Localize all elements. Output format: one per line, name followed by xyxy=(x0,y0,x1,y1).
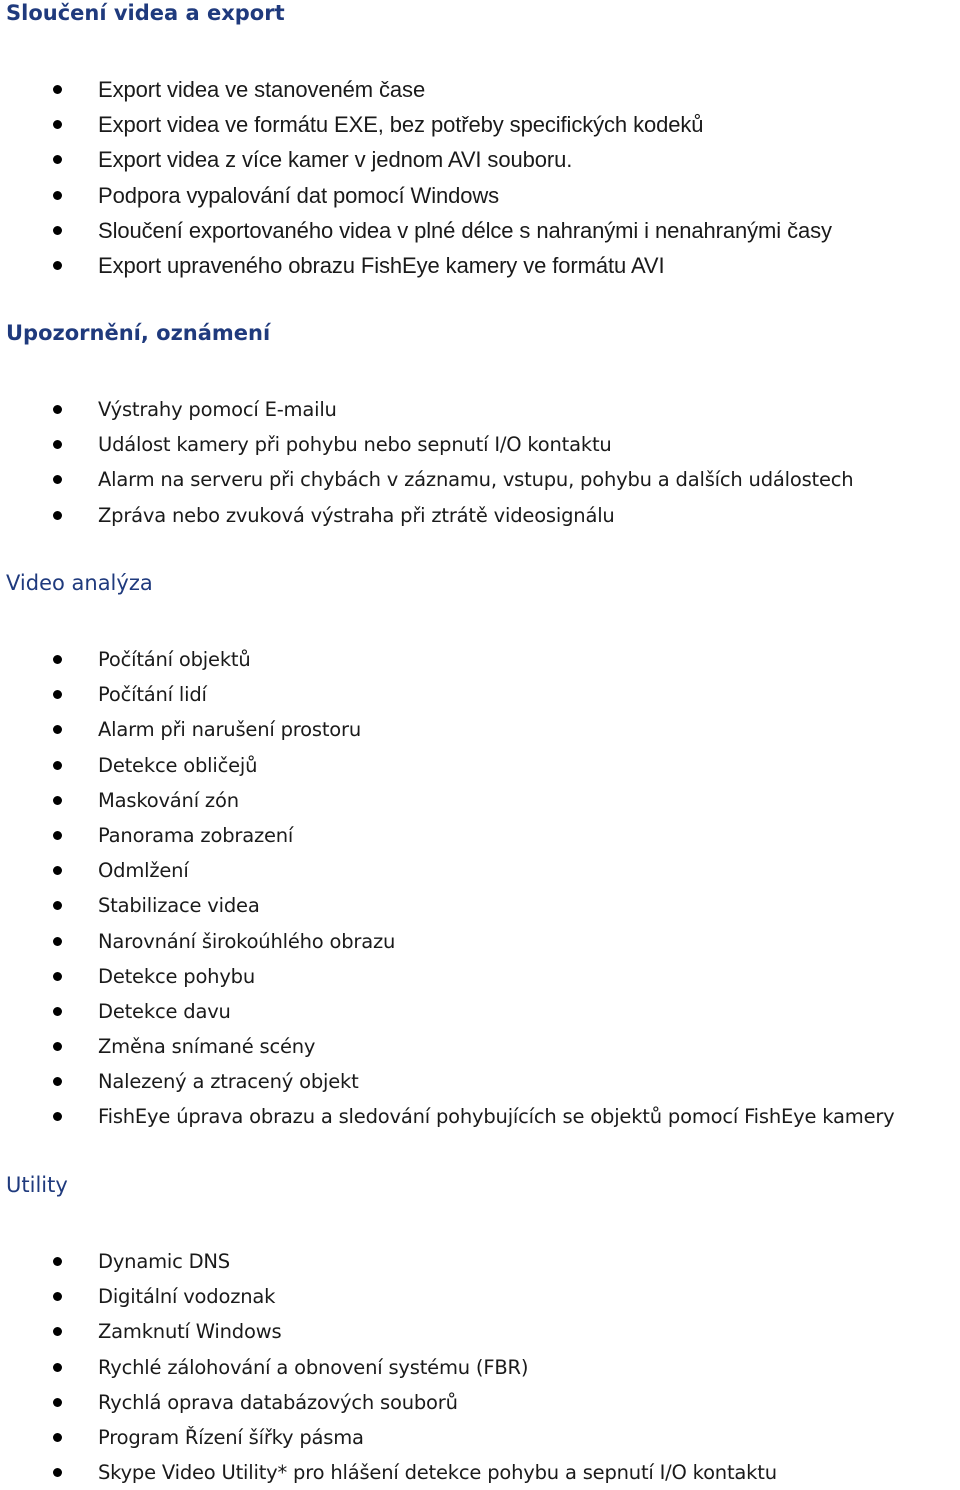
bullet-icon xyxy=(53,155,62,164)
list-item xyxy=(0,994,960,1029)
bullet-icon xyxy=(53,475,62,484)
bullet-icon xyxy=(53,655,62,664)
list-item-text: Alarm na serveru při chybách v záznamu, vstupu, pohybu a dalších událostech xyxy=(98,468,854,492)
list-item xyxy=(0,498,960,533)
bullet-icon xyxy=(53,796,62,805)
list-item xyxy=(0,427,960,462)
list-item-text: Export upraveného obrazu FishEye kamery ve formátu AVI xyxy=(98,252,665,278)
list-item-text: Skype Video Utility* pro hlášení detekce pohybu a sepnutí I/O kontaktu xyxy=(98,1461,777,1485)
list-item xyxy=(0,1385,960,1420)
section-heading-video-analysis: Video analýza xyxy=(6,571,153,595)
list-item-text: Počítání lidí xyxy=(98,683,207,707)
list-item xyxy=(0,888,960,923)
list-item-text: Dynamic DNS xyxy=(98,1250,230,1273)
bullet-icon xyxy=(53,972,62,981)
list-item xyxy=(0,1314,960,1349)
list-item xyxy=(0,178,960,213)
list-item xyxy=(0,1244,960,1279)
list-item xyxy=(0,1099,960,1134)
list-item xyxy=(0,1350,960,1385)
list-item-text: Export videa ve stanoveném čase xyxy=(98,77,426,102)
list-item xyxy=(0,213,960,248)
list-item-text: Stabilizace videa xyxy=(98,894,260,918)
list-item-text: Digitální vodoznak xyxy=(98,1285,276,1309)
list-item xyxy=(0,783,960,818)
section-heading-utility: Utility xyxy=(6,1173,68,1197)
bullet-icon xyxy=(53,866,62,875)
list-item-text: Program Řízení šířky pásma xyxy=(98,1425,364,1449)
bullet-icon xyxy=(53,1292,62,1301)
bullet-icon xyxy=(53,191,62,200)
bullet-icon xyxy=(53,725,62,734)
utility-list xyxy=(0,1244,960,1490)
bullet-icon xyxy=(53,1398,62,1407)
list-item-text: Alarm při narušení prostoru xyxy=(98,718,362,742)
notifications-list xyxy=(0,392,960,533)
bullet-icon xyxy=(53,1468,62,1477)
list-item-text: Export videa ve formátu EXE, bez potřeby specifických kodeků xyxy=(98,112,704,138)
list-item-text: Detekce pohybu xyxy=(98,964,256,988)
bullet-icon xyxy=(53,1077,62,1086)
bullet-icon xyxy=(53,120,62,129)
bullet-icon xyxy=(53,1327,62,1336)
list-item-text: Změna snímané scény xyxy=(98,1035,316,1059)
bullet-icon xyxy=(53,1257,62,1266)
list-item-text: Rychlá oprava databázových souborů xyxy=(98,1390,458,1414)
list-item xyxy=(0,72,960,107)
list-item xyxy=(0,853,960,888)
bullet-icon xyxy=(53,761,62,770)
bullet-icon xyxy=(53,440,62,449)
export-list xyxy=(0,72,960,283)
bullet-icon xyxy=(53,831,62,840)
list-item xyxy=(0,677,960,712)
list-item xyxy=(0,392,960,427)
list-item xyxy=(0,1420,960,1455)
video-analysis-list xyxy=(0,642,960,1135)
bullet-icon xyxy=(53,1433,62,1442)
bullet-icon xyxy=(53,690,62,699)
list-item xyxy=(0,818,960,853)
list-item xyxy=(0,1064,960,1099)
bullet-icon xyxy=(53,1112,62,1121)
bullet-icon xyxy=(53,85,62,94)
list-item-text: Podpora vypalování dat pomocí Windows xyxy=(98,182,500,208)
list-item-text: Odmlžení xyxy=(98,859,189,883)
bullet-icon xyxy=(53,226,62,235)
list-item-text: Maskování zón xyxy=(98,788,239,812)
list-item xyxy=(0,712,960,747)
list-item-text: Rychlé zálohování a obnovení systému (FBR) xyxy=(98,1355,529,1379)
bullet-icon xyxy=(53,901,62,910)
list-item xyxy=(0,142,960,177)
list-item-text: Narovnání širokoúhlého obrazu xyxy=(98,929,396,953)
list-item-text: Počítání objektů xyxy=(98,648,251,671)
list-item-text: Zamknutí Windows xyxy=(98,1320,282,1344)
section-heading-notifications: Upozornění, oznámení xyxy=(6,321,271,345)
bullet-icon xyxy=(53,405,62,414)
list-item-text: Nalezený a ztracený objekt xyxy=(98,1070,359,1094)
list-item-text: Výstrahy pomocí E-mailu xyxy=(98,398,337,421)
list-item xyxy=(0,1455,960,1490)
bullet-icon xyxy=(53,511,62,520)
list-item-text: Událost kamery při pohybu nebo sepnutí I/O kontaktu xyxy=(98,433,612,457)
bullet-icon xyxy=(53,1007,62,1016)
list-item-text: Panorama zobrazení xyxy=(98,823,294,847)
list-item xyxy=(0,924,960,959)
bullet-icon xyxy=(53,1042,62,1051)
list-item-text: Detekce davu xyxy=(98,999,231,1023)
bullet-icon xyxy=(53,1363,62,1372)
list-item-text: Zpráva nebo zvuková výstraha při ztrátě videosignálu xyxy=(98,503,615,527)
list-item xyxy=(0,462,960,497)
bullet-icon xyxy=(53,937,62,946)
list-item xyxy=(0,248,960,283)
list-item xyxy=(0,1279,960,1314)
list-item-text: Export videa z více kamer v jednom AVI souboru. xyxy=(98,147,573,173)
bullet-icon xyxy=(53,261,62,270)
section-heading-export: Sloučení videa a export xyxy=(6,1,285,25)
list-item-text: FishEye úprava obrazu a sledování pohybujících se objektů pomocí FishEye kamery xyxy=(98,1105,895,1129)
list-item xyxy=(0,107,960,142)
list-item xyxy=(0,748,960,783)
list-item xyxy=(0,1029,960,1064)
list-item-text: Sloučení exportovaného videa v plné délce s nahranými i nenahranými časy xyxy=(98,217,832,243)
list-item-text: Detekce obličejů xyxy=(98,753,258,777)
list-item xyxy=(0,642,960,677)
list-item xyxy=(0,959,960,994)
